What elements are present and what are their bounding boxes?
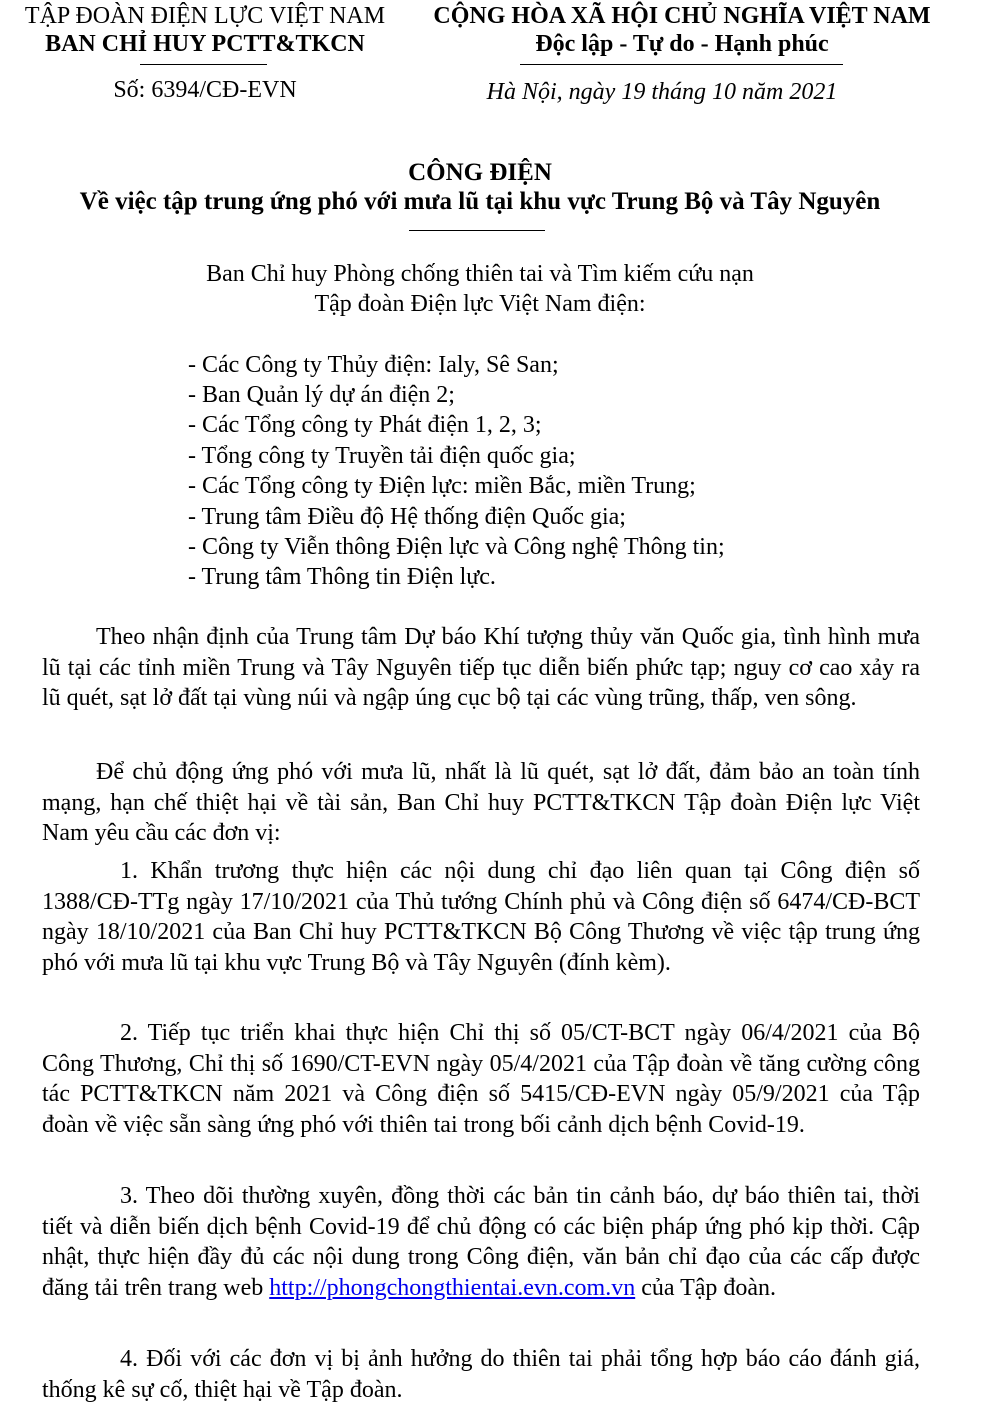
directive-item-1: 1. Khẩn trương thực hiện các nội dung chỉ đạo liên quan tại Công điện số 1388/CĐ-TTg ngày 17/10/2021 của Thủ tướng Chính phủ và Công điện số 6474/CĐ-BCT ngày 18/10/2021 của Ban Chỉ huy PCTT&TKCN Bộ Công Thương về việc tập trung ứng phó với mưa lũ tại khu vực Trung Bộ và Tây Nguyên (đính kèm).: [42, 858, 920, 976]
document-subject: Về việc tập trung ứng phó với mưa lũ tại khu vực Trung Bộ và Tây Nguyên: [79, 188, 881, 215]
sender-line-2: Tập đoàn Điện lực Việt Nam điện:: [314, 291, 646, 317]
directive-item-2: 2. Tiếp tục triển khai thực hiện Chỉ thị số 05/CT-BCT ngày 06/4/2021 của Bộ Công Thương, Chỉ thị số 1690/CT-EVN ngày 05/4/2021 của Tập đoàn về tăng cường công tác PCTT&TKCN năm 2021 và Công điện số 5415/CĐ-EVN ngày 05/9/2021 của Tập đoàn về việc sẵn sàng ứng phó với thiên tai trong bối cảnh dịch bệnh Covid-19.: [42, 1020, 920, 1138]
document-number: Số: 6394/CĐ-EVN: [113, 77, 297, 103]
place-date: Hà Nội, ngày 19 tháng 10 năm 2021: [486, 79, 838, 105]
recipient-item: - Các Công ty Thủy điện: Ialy, Sê San;: [188, 352, 559, 378]
recipient-item: - Công ty Viễn thông Điện lực và Công nghệ Thông tin;: [188, 534, 725, 560]
recipient-item: - Ban Quản lý dự án điện 2;: [188, 382, 455, 408]
recipient-item: - Trung tâm Thông tin Điện lực.: [188, 564, 496, 590]
recipient-item: - Trung tâm Điều độ Hệ thống điện Quốc gia;: [188, 504, 626, 530]
org-unit: BAN CHỈ HUY PCTT&TKCN: [45, 31, 365, 57]
recipient-item: - Tổng công ty Truyền tải điện quốc gia;: [188, 443, 576, 469]
org-underline: [140, 64, 267, 65]
national-title: CỘNG HÒA XÃ HỘI CHỦ NGHĨA VIỆT NAM: [433, 3, 931, 29]
document-type: CÔNG ĐIỆN: [408, 159, 552, 186]
title-underline: [409, 230, 545, 231]
intro-paragraph-1: Theo nhận định của Trung tâm Dự báo Khí tượng thủy văn Quốc gia, tình hình mưa lũ tại các tỉnh miền Trung và Tây Nguyên tiếp tục diễn biến phức tạp; nguy cơ cao xảy ra lũ quét, sạt lở đất tại vùng núi và ngập úng cục bộ tại các vùng trũng, thấp, ven sông.: [42, 624, 920, 711]
recipient-item: - Các Tổng công ty Điện lực: miền Bắc, miền Trung;: [188, 473, 696, 499]
recipient-item: - Các Tổng công ty Phát điện 1, 2, 3;: [188, 412, 542, 438]
org-name: TẬP ĐOÀN ĐIỆN LỰC VIỆT NAM: [24, 3, 386, 29]
item-3-text: 3. Theo dõi thường xuyên, đồng thời các bản tin cảnh báo, dự báo thiên tai, thời tiết và diễn biến dịch bệnh Covid-19 để chủ động có các biện pháp ứng phó kịp thời. Cập nhật, thực hiện đầy đủ các nội dung trong Công điện, văn bản chỉ đạo của các cấp được đăng tải trên trang web: [42, 1183, 920, 1301]
directive-item-4: 4. Đối với các đơn vị bị ảnh hưởng do thiên tai phải tổng hợp báo cáo đánh giá, thống kê sự cố, thiệt hại về Tập đoàn.: [42, 1346, 920, 1403]
national-motto: Độc lập - Tự do - Hạnh phúc: [535, 31, 829, 57]
sender-line-1: Ban Chỉ huy Phòng chống thiên tai và Tìm kiếm cứu nạn: [206, 261, 754, 287]
website-link[interactable]: http://phongchongthientai.evn.com.vn: [269, 1274, 636, 1301]
item-3-text-end: của Tập đoàn.: [635, 1274, 777, 1301]
directive-item-3: [42, 1181, 920, 1303]
intro-paragraph-2: Để chủ động ứng phó với mưa lũ, nhất là lũ quét, sạt lở đất, đảm bảo an toàn tính mạng, hạn chế thiệt hại về tài sản, Ban Chỉ huy PCTT&TKCN Tập đoàn Điện lực Việt Nam yêu cầu các đơn vị:: [42, 759, 920, 846]
motto-underline: [520, 64, 843, 65]
